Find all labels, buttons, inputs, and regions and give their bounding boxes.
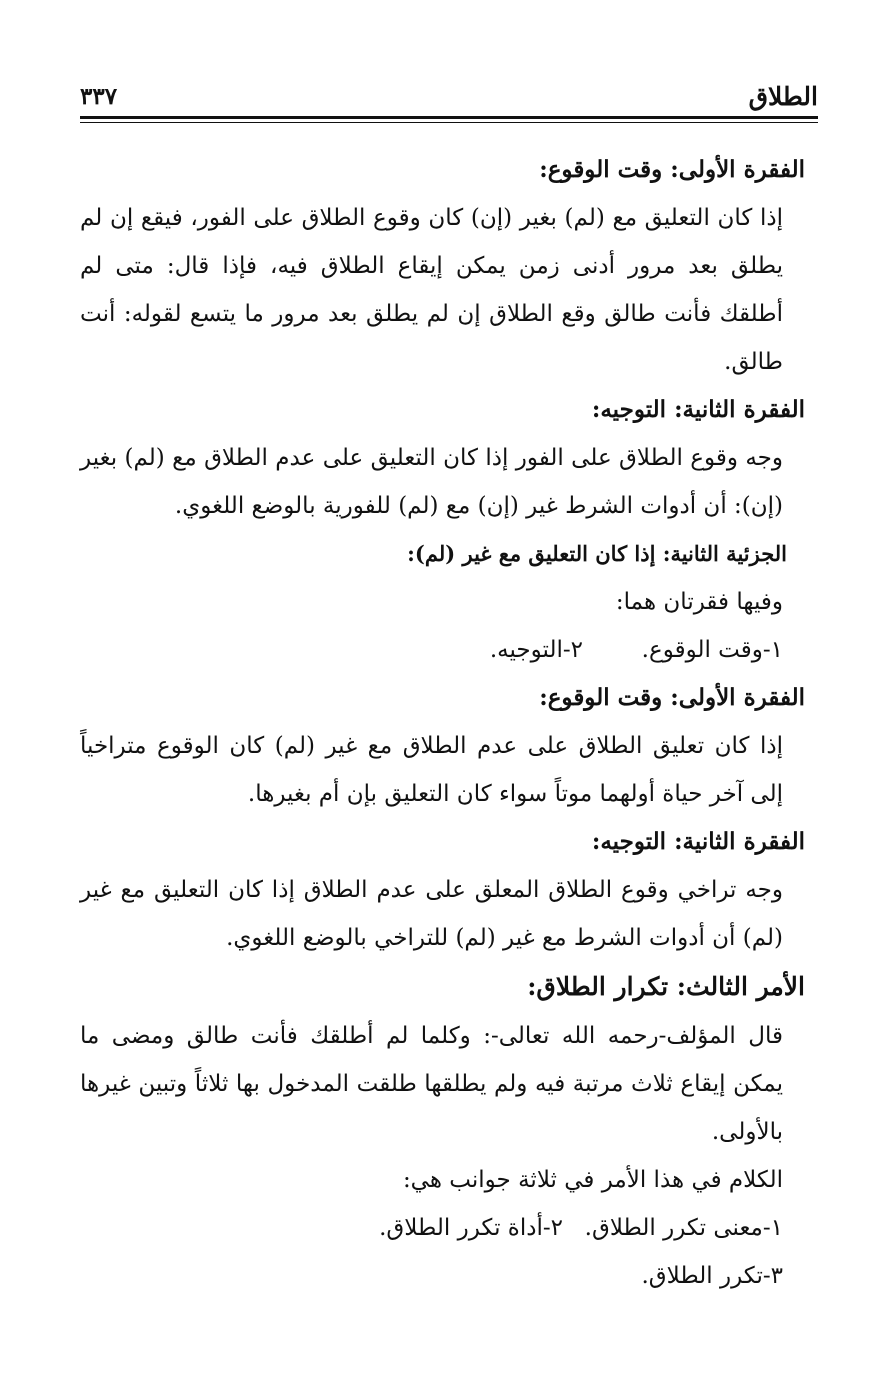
paragraph: إذا كان تعليق الطلاق على عدم الطلاق مع غير (لم) كان الوقوع متراخياً إلى آخر حياة أولهما موتاً سواء كان التعليق بإن أم بغيرها.: [80, 733, 783, 807]
list-item: ٢-التوجيه.: [489, 637, 583, 663]
paragraph: وجه وقوع الطلاق على الفور إذا كان التعليق على عدم الطلاق مع (لم) بغير (إن): أن أدوات الشرط غير (إن) مع (لم) للفورية بالوضع اللغوي.: [80, 445, 783, 519]
list-item: ٣-تكرر الطلاق.: [641, 1263, 783, 1289]
list-item: ١-وقت الوقوع.: [641, 637, 783, 663]
list-item: ٢-أداة تكرر الطلاق.: [379, 1215, 563, 1241]
header-rule-thick: [80, 116, 818, 119]
header-rule-thin: [80, 122, 818, 123]
section-heading: الفقرة الأولى: وقت الوقوع:: [539, 684, 805, 711]
numbered-list: [80, 1204, 805, 1252]
text-line: الكلام في هذا الأمر في ثلاثة جوانب هي:: [402, 1167, 783, 1193]
running-header: [80, 80, 818, 114]
numbered-list: [80, 626, 805, 674]
page-body: [80, 146, 805, 1301]
subsection-heading: الجزئية الثانية: إذا كان التعليق مع غير (لم):: [407, 541, 787, 566]
section-heading: الفقرة الثانية: التوجيه:: [591, 828, 805, 855]
section-heading: الفقرة الأولى: وقت الوقوع:: [539, 156, 805, 183]
section-heading: الفقرة الثانية: التوجيه:: [591, 396, 805, 423]
paragraph: وجه تراخي وقوع الطلاق المعلق على عدم الطلاق إذا كان التعليق مع غير (لم) أن أدوات الشرط مع غير (لم) للتراخي بالوضع اللغوي.: [80, 877, 783, 951]
list-item: ١-معنى تكرر الطلاق.: [584, 1215, 783, 1241]
chapter-title: الطلاق: [748, 82, 818, 111]
paragraph: قال المؤلف-رحمه الله تعالى-: وكلما لم أطلقك فأنت طالق ومضى ما يمكن إيقاع ثلاث مرتبة فيه ولم يطلقها طلقت المدخول بها ثلاثاً وتبين غيرها بالأولى.: [80, 1023, 783, 1145]
page-number: ٣٣٧: [80, 83, 118, 110]
paragraph: إذا كان التعليق مع (لم) بغير (إن) كان وقوع الطلاق على الفور، فيقع إن لم يطلق بعد مرور أدنى زمن يمكن إيقاع الطلاق فيه، فإذا قال: متى لم أطلقك فأنت طالق وقع الطلاق إن لم يطلق بعد مرور ما يتسع لقوله: أنت طالق.: [80, 205, 783, 375]
text-line: وفيها فقرتان هما:: [615, 589, 783, 615]
major-heading: الأمر الثالث: تكرار الطلاق:: [527, 972, 805, 1001]
